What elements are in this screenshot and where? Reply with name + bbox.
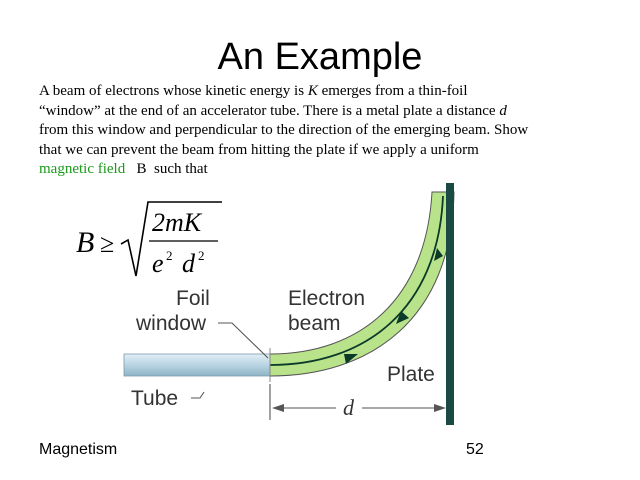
- slide-title: An Example: [217, 36, 423, 78]
- electron-label-line1: Electron: [288, 287, 366, 310]
- distance-label: d: [343, 395, 354, 420]
- formula-exponent-2: 2: [198, 248, 205, 263]
- paragraph-line-1: [39, 82, 629, 102]
- paragraph-line-3: from this window and perpendicular to the direction of the emerging beam. Show: [39, 122, 529, 138]
- formula-relation: ≥: [100, 229, 115, 258]
- electron-beam-diagram: [120, 176, 470, 426]
- formula-numerator: 2mK: [152, 208, 202, 237]
- tube-leader-line: [191, 392, 204, 398]
- symbol-k: K: [307, 83, 318, 99]
- symbol-d: d: [499, 102, 507, 119]
- foil-label-line1: Foil: [176, 287, 210, 310]
- magnetic-field-text: magnetic field: [39, 161, 126, 177]
- foil-label-line2: window: [136, 312, 207, 335]
- footer-topic: Magnetism: [39, 441, 118, 458]
- formula-exponent-1: 2: [166, 248, 173, 263]
- paragraph-line-2: [39, 102, 629, 122]
- tube: [124, 354, 270, 376]
- problem-paragraph: [39, 82, 629, 180]
- tube-label: Tube: [131, 387, 179, 410]
- text-segment: such that: [153, 161, 208, 177]
- symbol-b: B: [136, 161, 147, 177]
- electron-label-line2: beam: [288, 312, 341, 335]
- electron-beam: [270, 192, 454, 376]
- paragraph-line-4: that we can prevent the beam from hitting the plate if we apply a uniform: [39, 141, 479, 158]
- dimension-arrow-left: [272, 404, 284, 412]
- plate-label: Plate: [387, 363, 435, 386]
- formula-denominator-e: e: [152, 249, 164, 278]
- foil-leader-line: [218, 323, 268, 358]
- formula-lhs: B: [76, 226, 95, 259]
- text-segment: emerges from a thin-foil: [321, 83, 468, 99]
- dimension-arrow-right: [434, 404, 446, 412]
- text-segment: A beam of electrons whose kinetic energy is: [39, 83, 305, 99]
- formula-denominator-d: d: [182, 249, 195, 278]
- page-number: 52: [466, 441, 484, 458]
- text-segment: “window” at the end of an accelerator tube. There is a metal plate a distance: [39, 102, 496, 119]
- metal-plate: [446, 183, 454, 425]
